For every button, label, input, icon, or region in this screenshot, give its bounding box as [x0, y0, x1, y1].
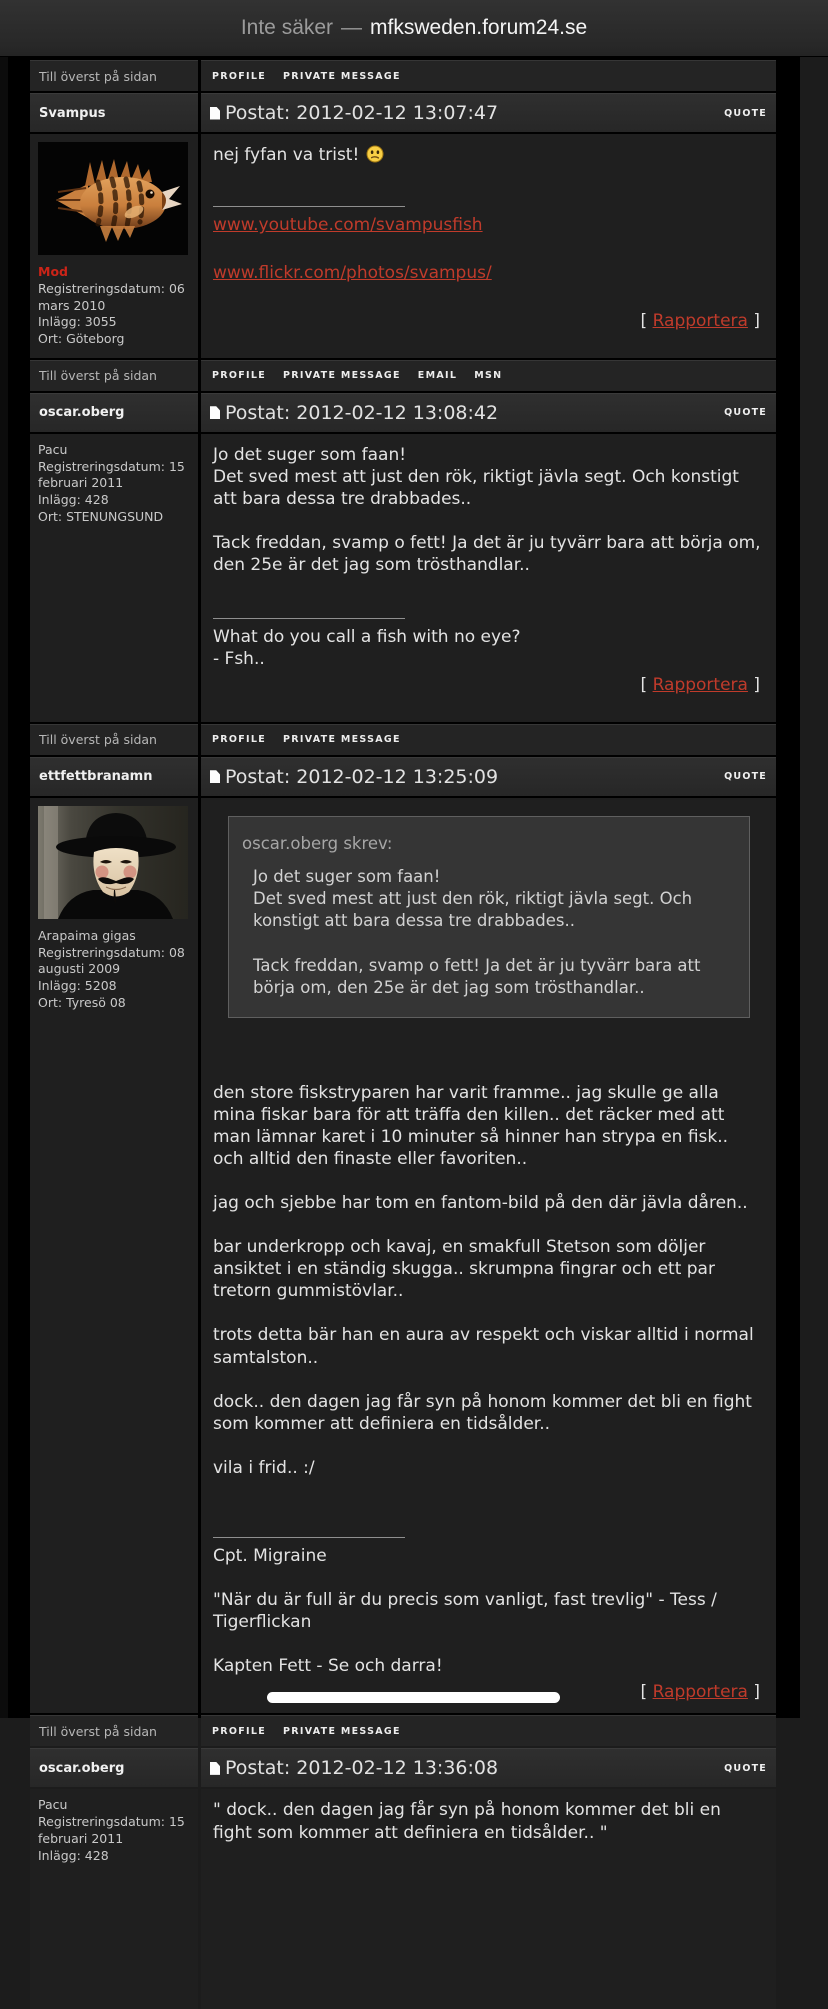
profile-button[interactable]: PROFILE — [212, 1725, 267, 1737]
signature-divider — [213, 206, 405, 207]
author-post-count: Inlägg: 428 — [38, 492, 109, 507]
author-rank: Arapaima gigas — [38, 927, 136, 943]
posted-time: 2012-02-12 13:25:09 — [296, 765, 499, 788]
author-post-count: Inlägg: 5208 — [38, 978, 117, 993]
post-message-paragraph: bar underkropp och kavaj, en smakfull Stetson som döljer ansiktet i en ständig skugga.. skrumpna fingrar och ett par tretorn gummistövlar.. — [213, 1237, 715, 1302]
profile-button[interactable]: PROFILE — [212, 70, 267, 82]
post-message-paragraph: den store fiskstryparen har varit framme.. jag skulle ge alla mina fiskar bara för att träffa den killen.. det räcker med att man lämnar karet i 10 minuter så hinner han strypa en fisk.. och alltid den finaste eller favoriten.. — [213, 1082, 729, 1170]
report-row — [213, 674, 763, 696]
post-body-row — [30, 798, 776, 1714]
post-header-row — [30, 757, 776, 796]
signature-line: Kapten Fett - Se och darra! — [213, 1656, 443, 1677]
posted-prefix: Postat: — [225, 401, 291, 424]
author-post-count: Inlägg: 428 — [38, 1847, 109, 1863]
home-indicator[interactable] — [267, 1692, 560, 1703]
report-bracket-close: ] — [753, 311, 760, 332]
avatar-guy-fawkes-mask — [38, 806, 188, 919]
signature-divider — [213, 618, 405, 619]
author-location: Ort: STENUNGSUND — [38, 508, 164, 524]
signature — [213, 1537, 763, 1677]
posted-time: 2012-02-12 13:36:08 — [296, 1757, 499, 1780]
posted-time: 2012-02-12 13:08:42 — [296, 401, 499, 424]
author-registered: Registreringsdatum: 08 augusti 2009 — [38, 944, 185, 977]
post-message-line: Jo det suger som faan! — [213, 444, 407, 465]
post-message-paragraph: " dock.. den dagen jag får syn på honom kommer det bli en fight som kommer att definiera en tidsålder.. " — [213, 1800, 721, 1843]
post-message — [213, 1082, 763, 1479]
avatar-tiger-fish — [38, 142, 188, 255]
separator-bar — [30, 360, 776, 391]
signature — [213, 206, 763, 284]
quote-button[interactable]: QUOTE — [724, 1762, 767, 1774]
post-body-row — [30, 134, 776, 358]
post-body-row — [30, 1789, 776, 2009]
post-author[interactable]: oscar.oberg — [30, 1748, 198, 1787]
left-page-gutter — [0, 57, 8, 1718]
report-bracket-close: ] — [753, 675, 760, 696]
quote-button[interactable]: QUOTE — [724, 107, 767, 119]
post-message-paragraph: jag och sjebbe har tom en fantom-bild på den där jävla dåren.. — [213, 1193, 748, 1214]
report-row — [213, 310, 763, 332]
back-to-top-link[interactable]: Till överst på sidan — [30, 1715, 198, 1746]
post-timestamp — [225, 102, 498, 124]
private-message-button[interactable]: PRIVATE MESSAGE — [283, 1725, 401, 1737]
post-message — [213, 144, 763, 166]
back-to-top-link[interactable]: Till överst på sidan — [30, 724, 198, 755]
posted-time: 2012-02-12 13:07:47 — [296, 102, 499, 124]
report-link[interactable]: Rapportera — [652, 311, 748, 332]
signature-line: - Fsh.. — [213, 649, 265, 670]
email-button[interactable]: EMAIL — [417, 370, 458, 382]
post-author[interactable]: Svampus — [30, 93, 198, 132]
report-bracket-close: ] — [753, 1682, 760, 1703]
post-author[interactable]: oscar.oberg — [30, 393, 198, 432]
post-message-line: Tack freddan, svamp o fett! Ja det är ju tyvärr bara att börja om, den 25e är det jag som trösthandlar.. — [213, 533, 761, 576]
quote-header: oscar.oberg skrev: — [242, 833, 393, 853]
title-separator: — — [341, 16, 363, 39]
security-warning-label: Inte säker — [240, 16, 334, 39]
post-message-paragraph: trots detta bär han en aura av respekt och viskar alltid i normal samtalston.. — [213, 1325, 754, 1368]
back-to-top-link[interactable]: Till överst på sidan — [30, 360, 198, 391]
posted-prefix: Postat: — [225, 102, 291, 124]
safari-url-bar[interactable] — [0, 0, 828, 57]
author-rank: Mod — [38, 264, 68, 279]
signature-divider — [213, 1537, 405, 1538]
post-body-row — [30, 434, 776, 722]
author-location: Ort: Tyresö 08 — [38, 994, 126, 1010]
site-domain: mfksweden.forum24.se — [370, 16, 588, 39]
post-timestamp — [225, 1757, 498, 1779]
forum-page-background — [8, 57, 800, 1863]
post-message-paragraph: dock.. den dagen jag får syn på honom kommer det bli en fight som kommer att definiera en tidsålder.. — [213, 1391, 752, 1434]
quote-body — [242, 866, 735, 999]
quoted-post-block — [228, 816, 750, 1018]
post-header-row — [30, 393, 776, 432]
signature-line: What do you call a fish with no eye? — [213, 627, 521, 648]
quote-line: Det sved mest att just den rök, riktigt jävla segt. Och konstigt att bara dessa tre drabbades.. — [253, 889, 693, 931]
profile-button[interactable]: PROFILE — [212, 734, 267, 746]
back-to-top-link[interactable]: Till överst på sidan — [30, 60, 198, 91]
author-rank: Pacu — [38, 1797, 68, 1813]
post-timestamp — [225, 402, 498, 424]
quote-button[interactable]: QUOTE — [724, 771, 767, 783]
post-author[interactable]: ettfettbranamn — [30, 757, 198, 796]
quote-button[interactable]: QUOTE — [724, 407, 767, 419]
author-location: Ort: Göteborg — [38, 331, 125, 346]
flickr-link[interactable]: www.flickr.com/photos/svampus/ — [213, 263, 492, 284]
forum-post-table — [30, 57, 776, 2009]
posted-prefix: Postat: — [225, 765, 291, 788]
private-message-button[interactable]: PRIVATE MESSAGE — [283, 370, 401, 382]
report-link[interactable]: Rapportera — [652, 675, 748, 696]
post-doc-icon — [210, 406, 220, 419]
signature-line: Cpt. Migraine — [213, 1545, 327, 1566]
separator-bar — [30, 1715, 776, 1746]
quote-line: Jo det suger som faan! — [253, 867, 441, 887]
author-rank: Pacu — [38, 441, 68, 457]
post-header-row — [30, 1748, 776, 1787]
posted-prefix: Postat: — [225, 1757, 291, 1780]
private-message-button[interactable]: PRIVATE MESSAGE — [283, 70, 401, 82]
private-message-button[interactable]: PRIVATE MESSAGE — [283, 734, 401, 746]
signature-line: "När du är full är du precis som vanligt, fast trevlig" - Tess / Tigerflickan — [213, 1590, 717, 1633]
signature — [213, 618, 763, 670]
author-registered: Registreringsdatum: 15 februari 2011 — [38, 1814, 185, 1846]
confused-smiley-icon — [366, 145, 384, 163]
post-message-paragraph: vila i frid.. :/ — [213, 1457, 315, 1478]
post-message-text: nej fyfan va trist! — [213, 145, 360, 165]
post-timestamp — [225, 766, 498, 788]
profile-button[interactable]: PROFILE — [212, 370, 267, 382]
report-bracket-open: [ — [640, 1682, 648, 1703]
post-doc-icon — [210, 770, 220, 783]
quote-line: Tack freddan, svamp o fett! Ja det är ju tyvärr bara att börja om, den 25e är det jag som trösthandlar.. — [253, 955, 701, 997]
youtube-link[interactable]: www.youtube.com/svampusfish — [213, 215, 483, 236]
author-registered: Registreringsdatum: 06 mars 2010 — [38, 280, 185, 313]
msn-button[interactable]: MSN — [474, 370, 503, 382]
report-bracket-open: [ — [640, 311, 648, 332]
post-doc-icon — [210, 107, 220, 120]
separator-bar — [30, 724, 776, 755]
post-doc-icon — [210, 1762, 220, 1775]
author-registered: Registreringsdatum: 15 februari 2011 — [38, 458, 185, 491]
author-post-count: Inlägg: 3055 — [38, 314, 117, 330]
separator-bar — [30, 60, 776, 91]
post-message-line: Det sved mest att just den rök, riktigt jävla segt. Och konstigt att bara dessa tre drabbades.. — [213, 466, 739, 509]
report-bracket-open: [ — [640, 675, 648, 696]
report-link[interactable]: Rapportera — [652, 1682, 748, 1703]
post-header-row — [30, 93, 776, 132]
